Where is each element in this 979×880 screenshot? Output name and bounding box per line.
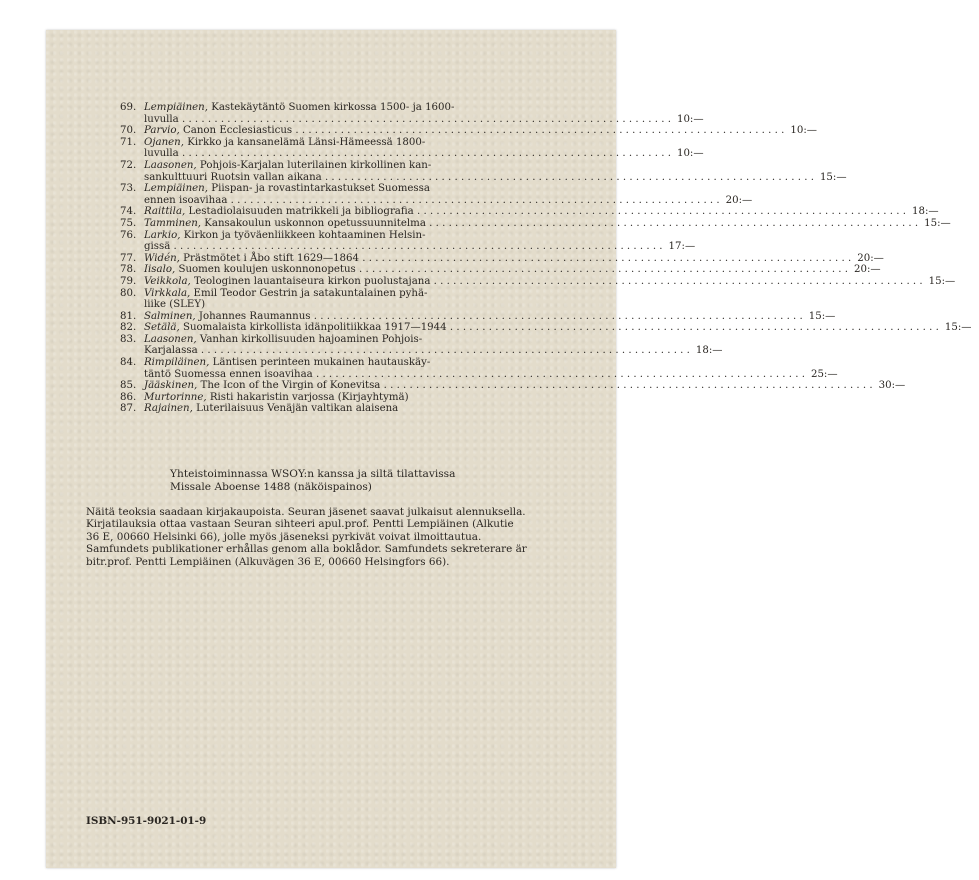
entry-author: Widén, <box>144 252 180 264</box>
entry-number: 82. <box>120 322 137 334</box>
cooperation-note <box>170 468 590 494</box>
entry-title: Prästmötet i Åbo stift 1629—1864 <box>183 252 359 264</box>
entry-title: Suomen koulujen uskonnonopetus <box>178 264 356 276</box>
entry-number: 86. <box>120 391 137 403</box>
publication-list <box>120 102 972 415</box>
entry-title: Kirkon ja työväenliikkeen kohtaaminen Helsin- <box>183 229 426 241</box>
entry-title: Kansakoulun uskonnon opetussuunnitelma <box>204 217 426 229</box>
entry-title: luvulla <box>144 113 179 125</box>
entry-price: 30:— <box>878 380 906 392</box>
entry-author: Setälä, <box>144 322 180 334</box>
entry-title: The Icon of the Virgin of Konevitsa <box>200 380 381 392</box>
list-item <box>120 264 881 276</box>
entry-author: Iisalo, <box>144 264 176 276</box>
entry-title: Risti hakaristin varjossa (Kirjayhtymä) <box>209 391 409 403</box>
list-item <box>120 229 696 253</box>
list-item <box>120 310 836 323</box>
entry-title: Pohjois-Karjalan luterilainen kirkollinen kan- <box>199 159 432 171</box>
entry-author: Laasonen, <box>144 333 197 345</box>
entry-price: 20:— <box>857 252 884 264</box>
entry-title: Kirkko ja kansanelämä Länsi-Hämeessä 1800- <box>187 136 426 148</box>
entry-price: 10:— <box>790 125 817 137</box>
list-item <box>120 136 704 160</box>
entry-title: ennen isoavihaa <box>144 194 228 206</box>
list-item <box>120 252 884 265</box>
entry-title: gissä <box>144 241 171 253</box>
entry-title: täntö Suomessa ennen isoavihaa <box>144 368 313 380</box>
entry-price: 20:— <box>854 264 881 276</box>
entry-title: luvulla <box>144 148 179 160</box>
list-item <box>120 403 550 415</box>
entry-title: Emil Teodor Gestrin ja satakuntalainen pyhä- <box>193 287 428 299</box>
isbn-number: ISBN-951-9021-01-9 <box>86 815 207 827</box>
list-item <box>120 288 550 311</box>
info-line: 36 E, 00660 Helsinki 66), jolle myös jäseneksi pyrkivät voivat ilmoittautua. <box>86 530 482 543</box>
entry-price: 15:— <box>944 322 972 334</box>
list-item <box>120 392 550 404</box>
entry-title: Johannes Raumannus <box>198 310 311 322</box>
entry-price: 17:— <box>668 241 696 253</box>
entry-price: 15:— <box>808 310 836 322</box>
entry-price: 15:— <box>819 171 847 183</box>
entry-author: Jääskinen, <box>144 380 198 392</box>
entry-price: 18:— <box>695 345 723 357</box>
info-line: Kirjatilauksia ottaa vastaan Seuran sihteeri apul.prof. Pentti Lempiäinen (Alkutie <box>86 518 514 531</box>
entry-author: Ojanen, <box>144 136 184 148</box>
entry-price: 15:— <box>928 275 956 287</box>
list-item <box>120 333 723 357</box>
entry-title: Luterilaisuus Venäjän valtikan alaisena <box>196 403 399 415</box>
entry-author: Veikkola, <box>144 275 191 287</box>
entry-price: 18:— <box>911 206 939 218</box>
entry-title: Piispan- ja rovastintarkastukset Suomessa <box>211 183 430 195</box>
entry-number: 77. <box>120 252 137 264</box>
entry-number: 79. <box>120 275 137 287</box>
info-line: bitr.prof. Pentti Lempiäinen (Alkuvägen 36 E, 00660 Helsingfors 66). <box>86 555 450 568</box>
entry-title: Suomalaista kirkollista idänpolitiikkaa 1917—1944 <box>183 322 447 334</box>
entry-price: 25:— <box>810 368 838 380</box>
entry-number: 69. <box>120 102 137 113</box>
list-item <box>120 102 704 125</box>
entry-author: Virkkala, <box>144 287 191 299</box>
entry-price: 10:— <box>676 113 704 125</box>
cooperation-line: Yhteistoiminnassa WSOY:n kanssa ja siltä tilattavissa <box>170 468 456 480</box>
entry-number: 80. <box>120 287 137 299</box>
entry-number: 71. <box>120 136 137 148</box>
list-item <box>120 206 939 218</box>
entry-number: 84. <box>120 357 137 369</box>
entry-number: 74. <box>120 206 137 218</box>
list-item <box>120 217 951 230</box>
entry-author: Rimpiläinen, <box>144 357 210 369</box>
entry-number: 75. <box>120 217 137 229</box>
entry-author: Lempiäinen, <box>144 102 208 113</box>
ordering-info <box>86 506 596 568</box>
entry-number: 81. <box>120 310 137 322</box>
entry-price: 15:— <box>924 217 951 229</box>
entry-title: Karjalassa <box>144 345 198 357</box>
entry-author: Murtorinne, <box>144 391 207 403</box>
entry-author: Rajainen, <box>144 403 193 415</box>
entry-title: liike (SLEY) <box>144 299 206 311</box>
entry-author: Larkio, <box>144 229 181 241</box>
entry-author: Lempiäinen, <box>144 183 208 195</box>
entry-number: 87. <box>120 403 137 415</box>
entry-title: Canon Ecclesiasticus <box>182 125 293 137</box>
list-item <box>120 322 972 334</box>
entry-author: Raittila, <box>144 206 186 218</box>
entry-title: Vanhan kirkollisuuden hajoaminen Pohjois- <box>199 333 423 345</box>
list-item <box>120 380 906 392</box>
entry-title: Teologinen lauantaiseura kirkon puolustajana <box>194 275 431 287</box>
entry-title: sankulttuuri Ruotsin vallan aikana <box>144 171 322 183</box>
list-item <box>120 275 956 288</box>
entry-number: 78. <box>120 264 137 276</box>
entry-number: 85. <box>120 380 137 392</box>
entry-number: 73. <box>120 183 137 195</box>
list-item <box>120 357 838 380</box>
entry-number: 70. <box>120 125 137 137</box>
list-item <box>120 159 847 183</box>
book-back-cover <box>46 30 972 868</box>
entry-author: Tamminen, <box>144 217 202 229</box>
info-line: Samfundets publikationer erhållas genom alla boklådor. Samfundets sekreterare är <box>86 543 527 556</box>
entry-number: 76. <box>120 229 137 241</box>
entry-title: Kastekäytäntö Suomen kirkossa 1500- ja 1600- <box>211 102 455 113</box>
list-item <box>120 183 753 206</box>
entry-author: Parvio, <box>144 125 180 137</box>
entry-price: 20:— <box>725 194 753 206</box>
entry-title: Lestadiolaisuuden matrikkeli ja bibliografia <box>188 206 414 218</box>
entry-title: Läntisen perinteen mukainen hautauskäy- <box>212 357 431 369</box>
entry-number: 83. <box>120 333 137 345</box>
list-item <box>120 125 817 137</box>
entry-author: Salminen, <box>144 310 196 322</box>
entry-price: 10:— <box>676 148 704 160</box>
cooperation-line: Missale Aboense 1488 (näköispainos) <box>170 481 372 493</box>
entry-number: 72. <box>120 159 137 171</box>
entry-author: Laasonen, <box>144 159 197 171</box>
info-line: Näitä teoksia saadaan kirjakaupoista. Seuran jäsenet saavat julkaisut alennuksella. <box>86 506 526 518</box>
